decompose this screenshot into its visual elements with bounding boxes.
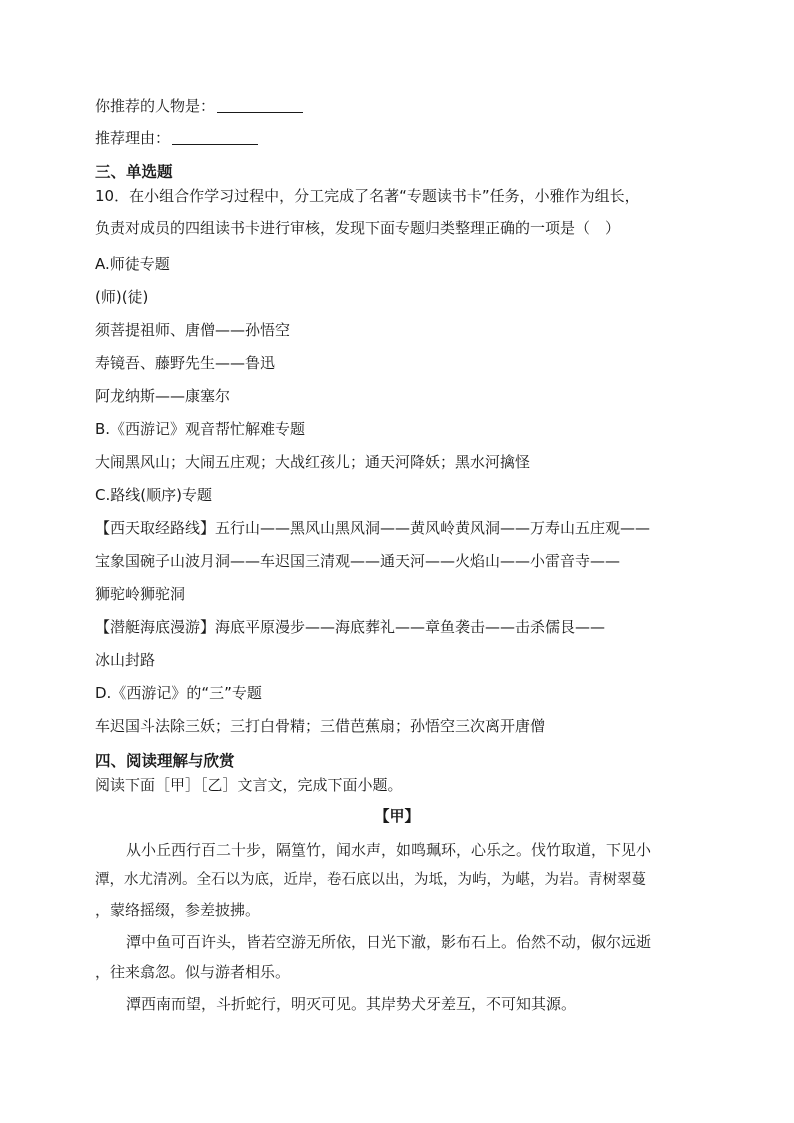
passage-p1-line-3: ，蒙络摇缀，参差披拂。 xyxy=(95,901,261,919)
option-d-title: D.《西游记》的“三”专题 xyxy=(95,684,262,702)
recommend-person-label: 你推荐的人物是： xyxy=(95,97,216,115)
option-a-line-3: 阿龙纳斯——康塞尔 xyxy=(95,387,231,405)
option-a-line-1: 须菩提祖师、唐僧——孙悟空 xyxy=(95,321,291,339)
passage-p3-line-1: 潭西南而望，斗折蛇行，明灭可见。其岸势犬牙差互，不可知其源。 xyxy=(126,995,577,1013)
passage-p1-line-2: 潭，水尤清冽。全石以为底，近岸，卷石底以出，为坻，为屿，为嵁，为岩。青树翠蔓 xyxy=(95,872,646,888)
recommend-reason-blank[interactable] xyxy=(172,130,258,145)
section-3-title: 三、单选题 xyxy=(95,163,173,181)
question-10-line-1: 10．在小组合作学习过程中，分工完成了名著“专题读书卡”任务，小雅作为组长， xyxy=(95,187,640,205)
recommend-reason-line xyxy=(95,128,258,148)
passage-p1-line-1: 从小丘西行百二十步，隔篁竹，闻水声，如鸣珮环，心乐之。伐竹取道，下见小 xyxy=(126,841,652,859)
option-c-title: C.路线(顺序)专题 xyxy=(95,486,212,504)
option-c-line-1: 【西天取经路线】五行山——黑风山黑风洞——黄风岭黄风洞——万寿山五庄观—— xyxy=(95,519,651,537)
option-a-sub: (师)(徒) xyxy=(95,288,149,306)
option-c-line-5: 冰山封路 xyxy=(95,651,156,669)
recommend-person-line xyxy=(95,96,303,116)
option-c-line-4: 【潜艇海底漫游】海底平原漫步——海底葬礼——章鱼袭击——击杀儒艮—— xyxy=(95,618,606,636)
recommend-person-blank[interactable] xyxy=(217,98,303,113)
recommend-reason-label: 推荐理由： xyxy=(95,129,171,147)
option-c-line-2: 宝象国碗子山波月洞——车迟国三清观——通天河——火焰山——小雷音寺—— xyxy=(95,552,621,570)
section-4-title: 四、阅读理解与欣赏 xyxy=(95,752,235,770)
option-c-line-3: 狮驼岭狮驼洞 xyxy=(95,585,186,603)
option-d-line-1: 车迟国斗法除三妖；三打白骨精；三借芭蕉扇；孙悟空三次离开唐僧 xyxy=(95,717,546,735)
passage-jia-heading: 【甲】 xyxy=(374,807,420,825)
option-a-line-2: 寿镜吾、藤野先生——鲁迅 xyxy=(95,354,276,372)
option-b-title: B.《西游记》观音帮忙解难专题 xyxy=(95,420,306,438)
passage-p2-line-2: ，往来翕忽。似与游者相乐。 xyxy=(95,963,291,981)
passage-p2-line-1: 潭中鱼可百许头，皆若空游无所依，日光下澈，影布石上。佁然不动，俶尔远逝 xyxy=(126,933,652,951)
question-10-line-2: 负责对成员的四组读书卡进行审核，发现下面专题归类整理正确的一项是（ ） xyxy=(95,219,621,237)
option-b-line-1: 大闹黑风山；大闹五庄观；大战红孩儿；通天河降妖；黑水河擒怪 xyxy=(95,453,531,471)
option-a-title: A.师徒专题 xyxy=(95,255,170,273)
reading-instruction: 阅读下面［甲］［乙］文言文，完成下面小题。 xyxy=(95,776,403,794)
